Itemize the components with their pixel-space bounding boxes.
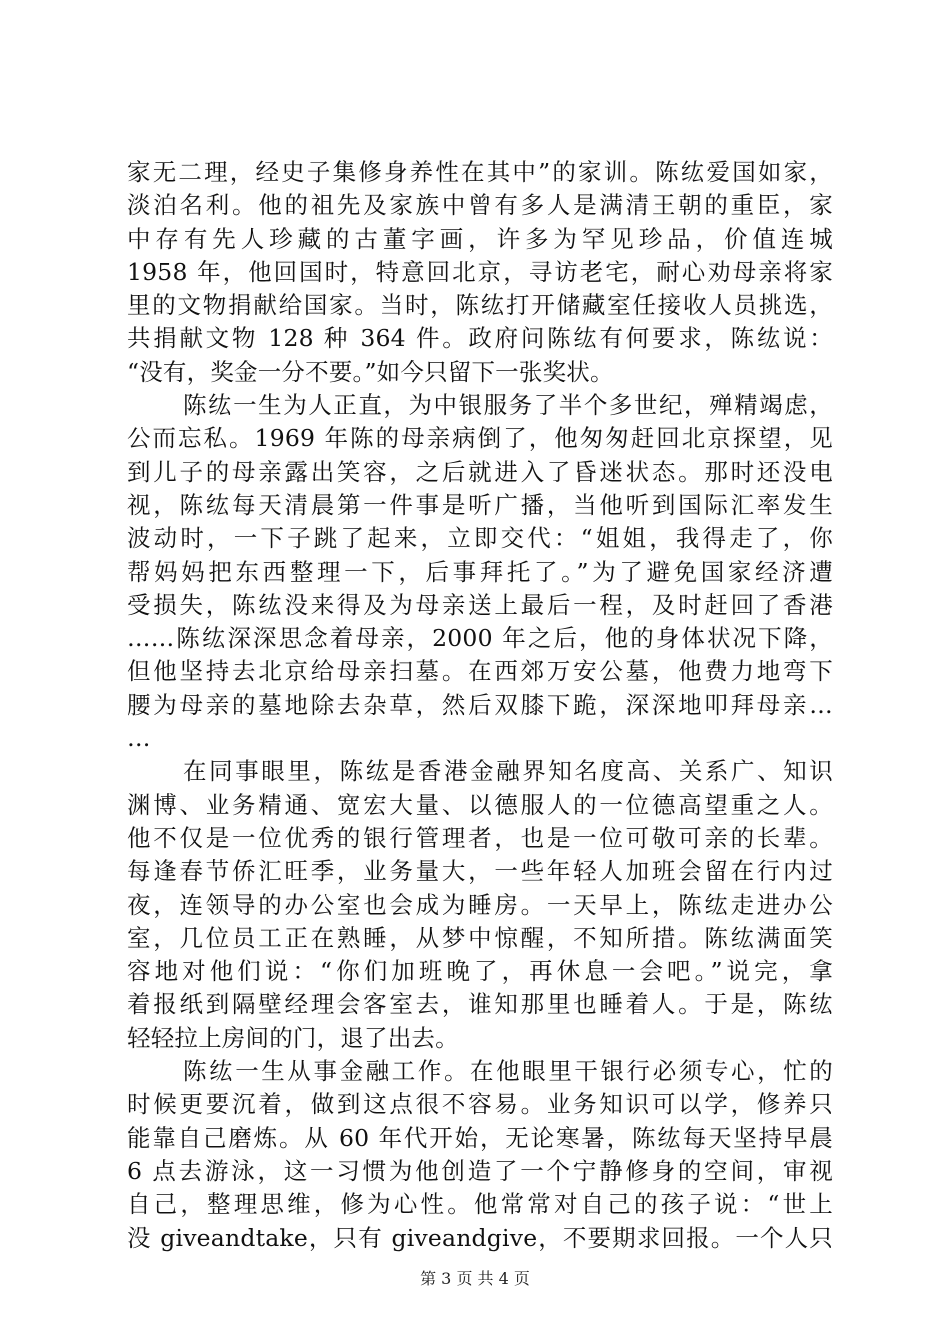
text-line: 家无二理，经史子集修身养性在其中”的家训。陈纮爱国如家， xyxy=(127,158,833,186)
text-line: 波动时，一下子跳了起来，立即交代：“姐姐，我得走了，你 xyxy=(127,524,833,553)
text-line: 每逢春节侨汇旺季，业务量大，一些年轻人加班会留在行内过 xyxy=(127,857,833,886)
text-line: 渊博、业务精通、宽宏大量、以德服人的一位德高望重之人。 xyxy=(127,790,833,819)
text-line: ……陈纮深深思念着母亲，2000 年之后，他的身体状况下降， xyxy=(127,624,833,653)
paragraph-4 xyxy=(127,1055,833,1255)
paragraph-2 xyxy=(127,389,833,755)
text-line: 能靠自己磨炼。从 60 年代开始，无论寒暑，陈纮每天坚持早晨 xyxy=(127,1123,833,1152)
text-line: 但他坚持去北京给母亲扫墓。在西郊万安公墓，他费力地弯下 xyxy=(127,657,833,686)
text-line: 腰为母亲的墓地除去杂草，然后双膝下跪，深深地叩拜母亲… xyxy=(127,690,833,719)
text-line: 夜，连领导的办公室也会成为睡房。一天早上，陈纮走进办公 xyxy=(127,890,833,919)
text-line: 陈纮一生从事金融工作。在他眼里干银行必须专心，忙的 xyxy=(183,1057,833,1086)
text-line: 时候更要沉着，做到这点很不容易。业务知识可以学，修养只 xyxy=(127,1090,833,1119)
text-line: 陈纮一生为人正直，为中银服务了半个多世纪，殚精竭虑， xyxy=(183,391,833,420)
body-text xyxy=(127,156,833,1255)
text-line: 没 giveandtake，只有 giveandgive，不要期求回报。一个人只 xyxy=(127,1223,833,1252)
text-line: 容地对他们说：“你们加班晚了，再休息一会吧。”说完，拿 xyxy=(127,957,833,986)
text-line: 轻轻拉上房间的门，退了出去。 xyxy=(127,1023,459,1052)
paragraph-3 xyxy=(127,755,833,1055)
text-line: 6 点去游泳，这一习惯为他创造了一个宁静修身的空间，审视 xyxy=(127,1156,833,1185)
text-line: 1958 年，他回国时，特意回北京，寻访老宅，耐心劝母亲将家 xyxy=(127,257,833,286)
text-line: … xyxy=(127,724,151,753)
paragraph-1 xyxy=(127,156,833,389)
text-line: 中存有先人珍藏的古董字画，许多为罕见珍品，价值连城 xyxy=(127,224,833,253)
text-line: 受损失，陈纮没来得及为母亲送上最后一程，及时赶回了香港 xyxy=(127,590,833,619)
text-line: 淡泊名利。他的祖先及家族中曾有多人是满清王朝的重臣，家 xyxy=(127,191,833,220)
text-line: 共捐献文物 128 种 364 件。政府问陈纮有何要求，陈纮说： xyxy=(127,324,833,353)
text-line: 帮妈妈把东西整理一下，后事拜托了。”为了避免国家经济遭 xyxy=(127,557,833,586)
text-line: 在同事眼里，陈纮是香港金融界知名度高、关系广、知识 xyxy=(183,757,833,786)
text-line: 视，陈纮每天清晨第一件事是听广播，当他听到国际汇率发生 xyxy=(127,490,833,519)
text-line: 着报纸到隔壁经理会客室去，谁知那里也睡着人。于是，陈纮 xyxy=(127,990,833,1019)
text-line: 自己，整理思维，修为心性。他常常对自己的孩子说：“世上 xyxy=(127,1190,833,1219)
text-line: 里的文物捐献给国家。当时，陈纮打开储藏室任接收人员挑选， xyxy=(127,291,833,320)
text-line: “没有，奖金一分不要。”如今只留下一张奖状。 xyxy=(127,357,614,386)
text-line: 室，几位员工正在熟睡，从梦中惊醒，不知所措。陈纮满面笑 xyxy=(127,923,833,952)
text-line: 到儿子的母亲露出笑容，之后就进入了昏迷状态。那时还没电 xyxy=(127,457,833,486)
text-line: 他不仅是一位优秀的银行管理者，也是一位可敬可亲的长辈。 xyxy=(127,823,833,852)
page-number-footer: 第 3 页 共 4 页 xyxy=(420,1269,530,1288)
text-line: 公而忘私。1969 年陈的母亲病倒了，他匆匆赶回北京探望，见 xyxy=(127,424,833,453)
